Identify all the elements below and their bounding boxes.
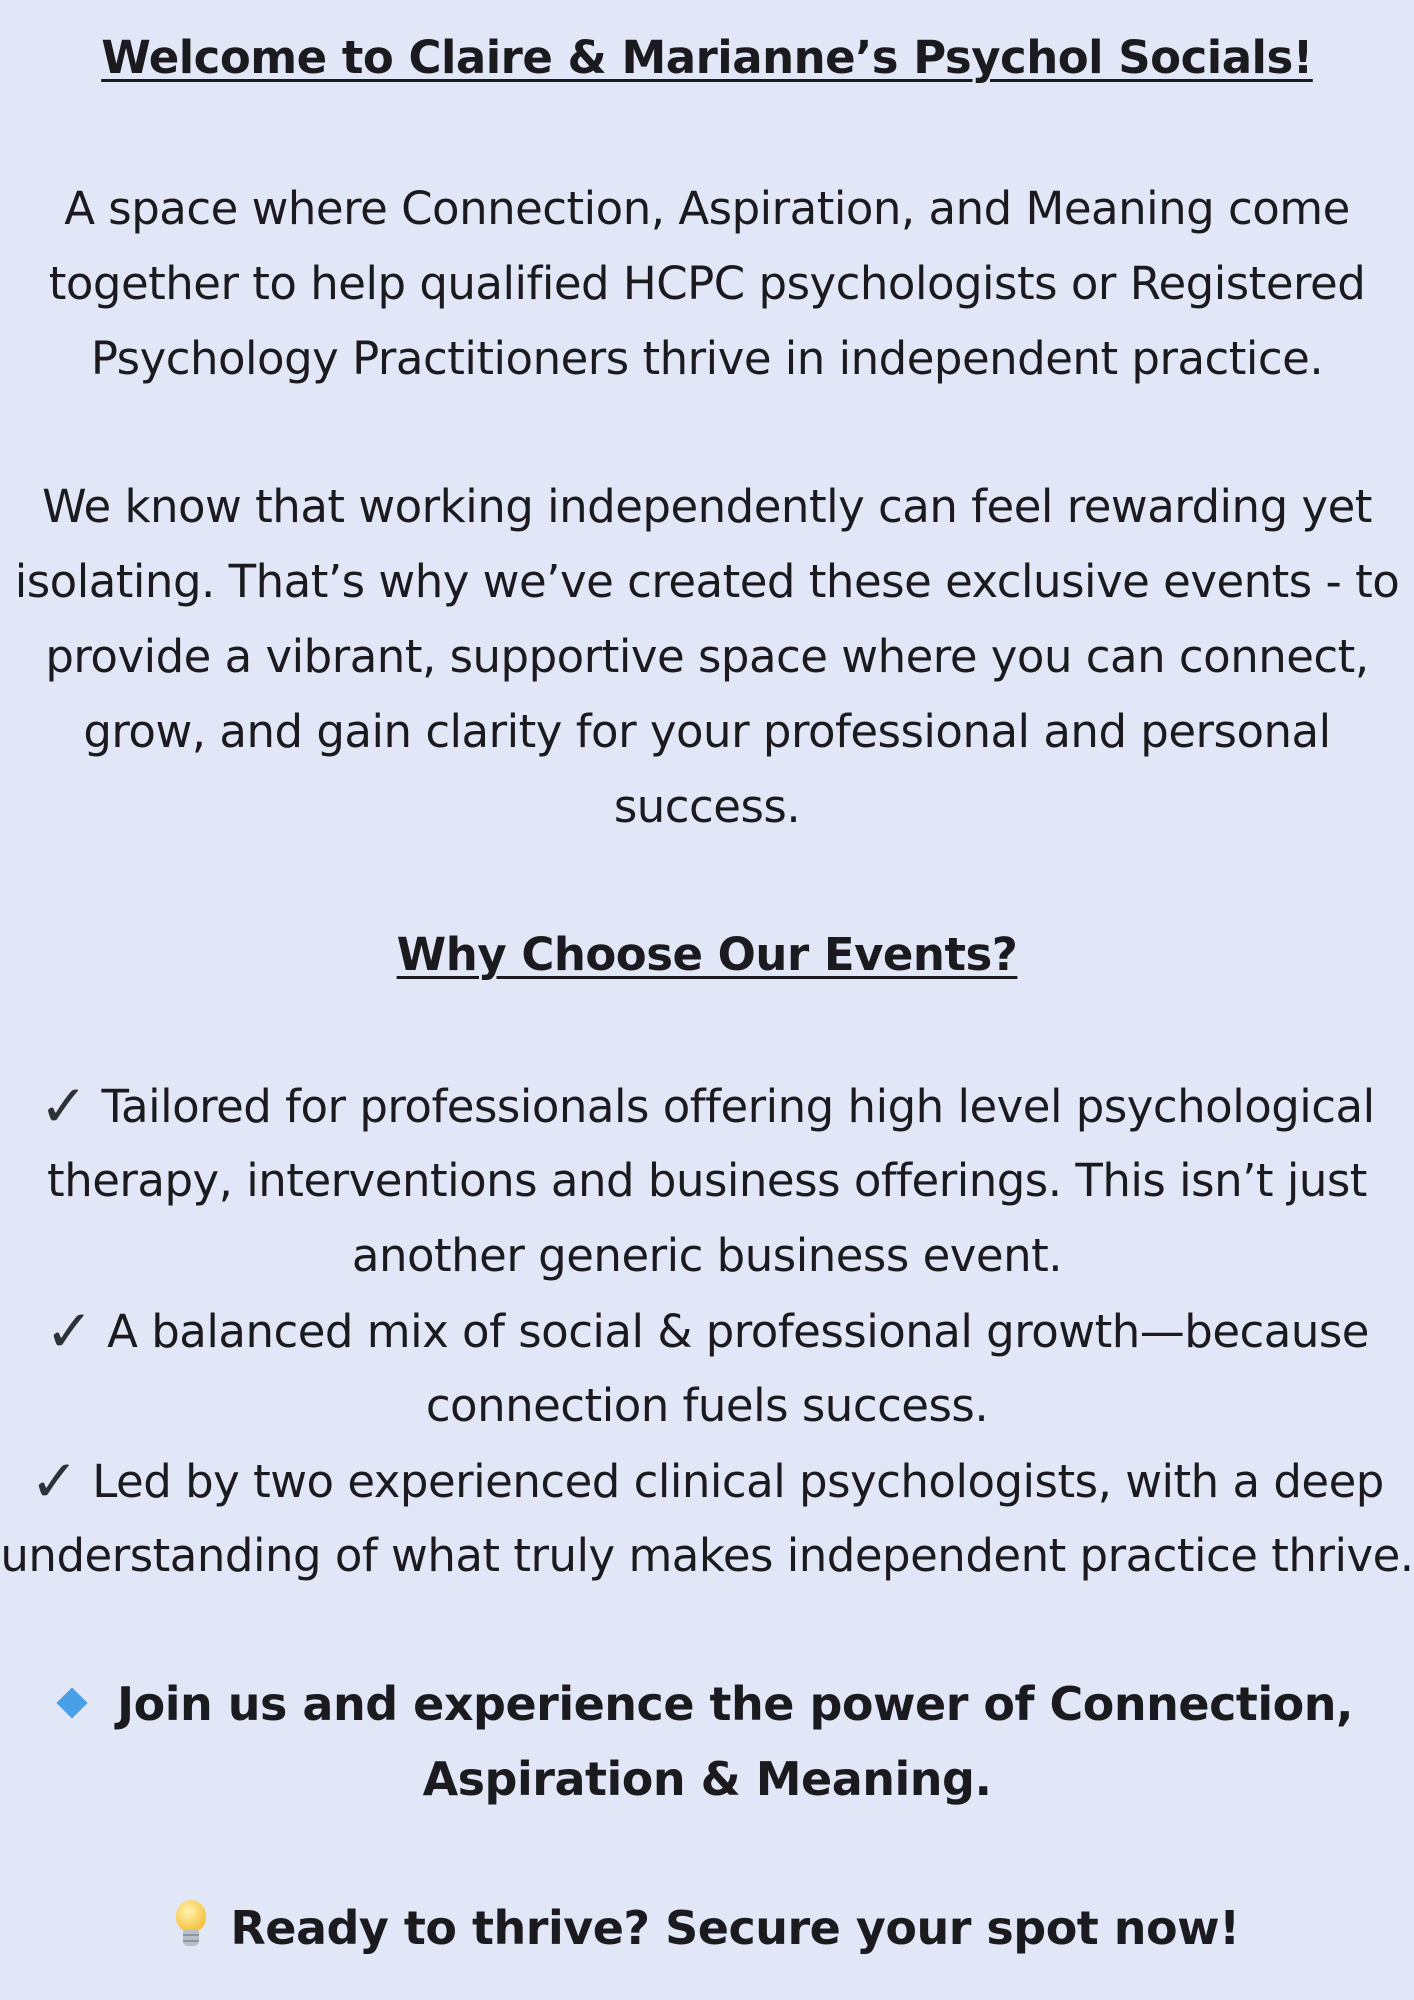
intro-line: A space where Connection, Aspiration, and Meaning come [64,182,1350,235]
join-text: Join us and experience the power of Connection, [117,1677,1353,1731]
about-line: We know that working independently can feel rewarding yet [42,480,1372,533]
about-line: grow, and gain clarity for your professional and personal [83,705,1331,758]
blue-diamond-icon [56,1687,87,1718]
intro-line: Psychology Practitioners thrive in independent practice. [90,332,1324,385]
why-heading: Why Choose Our Events? [396,928,1018,981]
list-item-continuation: connection fuels success. [425,1379,989,1432]
cta-text: Ready to thrive? Secure your spot now! [230,1901,1240,1955]
list-item-continuation: understanding of what truly makes independent practice thrive. [0,1529,1414,1582]
list-item-text: Tailored for professionals offering high level psychological [101,1080,1375,1133]
list-item-text: Led by two experienced clinical psychologists, with a deep [92,1455,1384,1508]
about-line: success. [613,780,801,833]
list-item-continuation: therapy, interventions and business offerings. This isn’t just [47,1154,1367,1207]
cta-line [0,1898,1414,1958]
join-line [0,1674,1414,1734]
list-item [0,1072,1414,1140]
list-item [0,1447,1414,1515]
about-line: provide a vibrant, supportive space where you can connect, [45,630,1369,683]
light-bulb-icon [174,1900,208,1950]
check-icon: ✓ [45,1297,94,1365]
check-icon: ✓ [30,1447,79,1515]
list-item-continuation: another generic business event. [351,1229,1063,1282]
join-line: Aspiration & Meaning. [422,1752,992,1806]
list-item-text: A balanced mix of social & professional growth—because [107,1305,1369,1358]
list-item [0,1297,1414,1365]
intro-line: together to help qualified HCPC psychologists or Registered [48,257,1366,310]
about-line: isolating. That’s why we’ve created these exclusive events - to [14,555,1400,608]
page-title: Welcome to Claire & Marianne’s Psychol Socials! [101,31,1313,84]
check-icon: ✓ [39,1072,88,1140]
